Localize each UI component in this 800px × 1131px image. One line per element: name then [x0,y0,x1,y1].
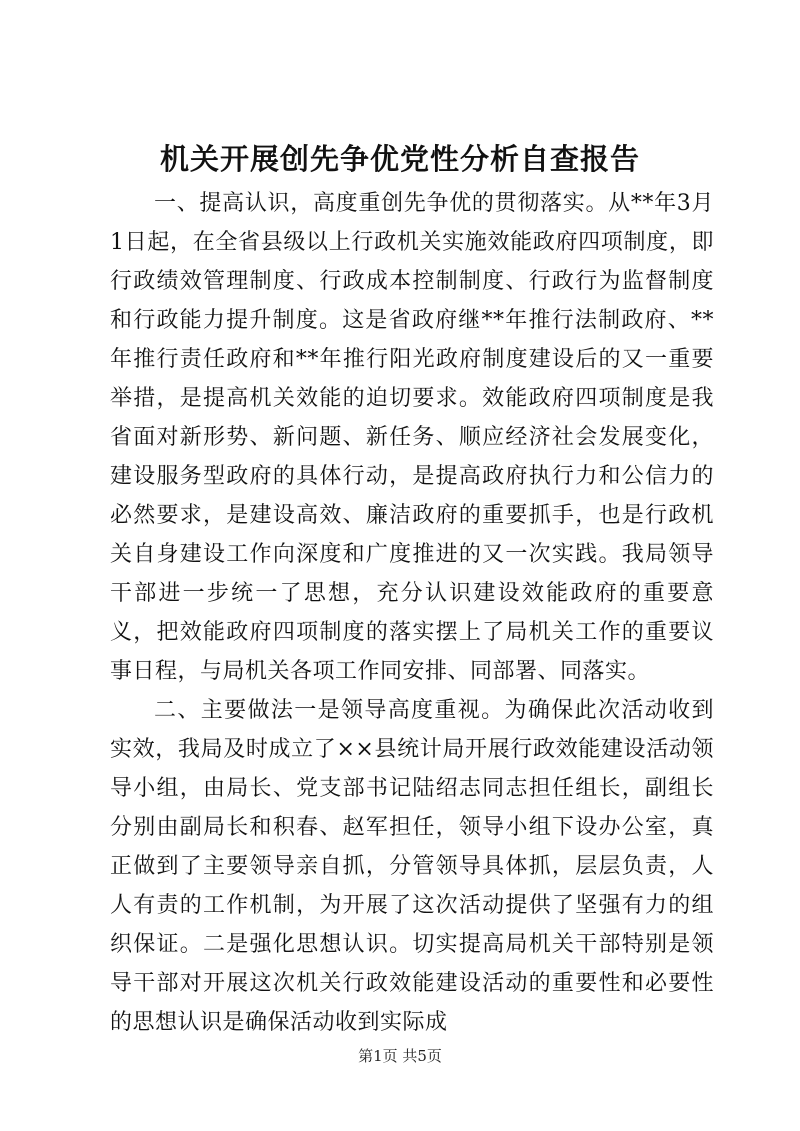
page-number-footer: 第1页 共5页 [358,1047,442,1065]
paragraph-2: 二、主要做法一是领导高度重视。为确保此次活动收到实效，我局及时成立了××县统计局开展行政效能建设活动领导小组，由局长、党支部书记陆绍志同志担任组长，副组长分别由副局长和积春、赵军担任，领导小组下设办公室，真正做到了主要领导亲自抓，分管领导具体抓，层层负责，人人有责的工作机制，为开展了这次活动提供了坚强有力的组织保证。二是强化思想认识。切实提高局机关干部特别是领导干部对开展这次机关行政效能建设活动的重要性和必要性的思想认识是确保活动收到实际成 [110,698,714,1035]
paragraph-1: 一、提高认识，高度重创先争优的贯彻落实。从**年3月1日起，在全省县级以上行政机关实施效能政府四项制度，即行政绩效管理制度、行政成本控制制度、行政行为监督制度和行政能力提升制度。这是省政府继**年推行法制政府、**年推行责任政府和**年推行阳光政府制度建设后的又一重要举措，是提高机关效能的迫切要求。效能政府四项制度是我省面对新形势、新问题、新任务、顺应经济社会发展变化，建设服务型政府的具体行动，是提高政府执行力和公信力的必然要求，是建设高效、廉洁政府的重要抓手，也是行政机关自身建设工作向深度和广度推进的又一次实践。我局领导干部进一步统一了思想，充分认识建设效能政府的重要意义，把效能政府四项制度的落实摆上了局机关工作的重要议事日程，与局机关各项工作同安排、同部署、同落实。 [110,191,714,684]
document-body [110,184,714,1042]
document-title: 机关开展创先争优党性分析自查报告 [159,142,640,176]
